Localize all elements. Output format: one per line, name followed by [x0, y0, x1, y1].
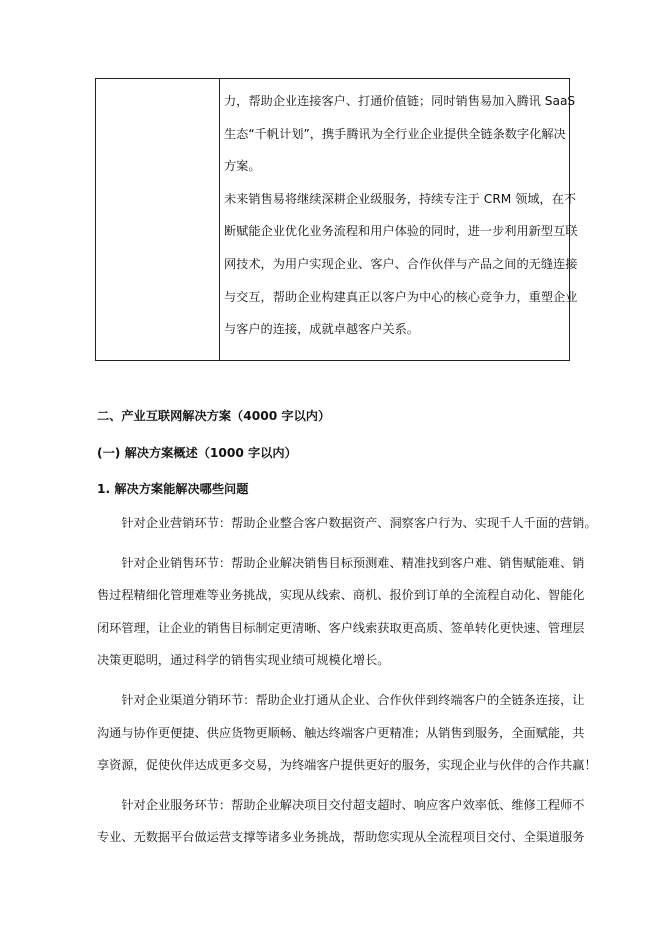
- paragraph-line: 专业、无数据平台做运营支撑等诸多业务挑战，帮助您实现从全流程项目交付、全渠道服务: [97, 830, 585, 845]
- item-heading: 1. 解决方案能解决哪些问题: [97, 482, 249, 496]
- table-cell-content: [224, 85, 578, 346]
- paragraph-line: 闭环管理，让企业的销售目标制定更清晰、客户线索获取更高质、签单转化更快速、管理层: [97, 620, 585, 635]
- paragraph-line: 决策更聪明，通过科学的销售实现业绩可规模化增长。: [97, 653, 390, 668]
- table-line: 生态“千帆计划”，携手腾讯为全行业企业提供全链条数字化解决: [224, 126, 566, 141]
- paragraph-line: 售过程精细化管理难等业务挑战，实现从线索、商机、报价到订单的全流程自动化、智能化: [97, 588, 585, 603]
- paragraph-line: 沟通与协作更便捷、供应货物更顺畅、触达终端客户更精准；从销售到服务，全面赋能，共: [97, 725, 585, 740]
- table-line: 与交互，帮助企业构建真正以客户为中心的核心竞争力，重塑企业: [224, 289, 578, 304]
- paragraph-line: 享资源，促使伙伴达成更多交易，为终端客户提供更好的服务，实现企业与伙伴的合作共赢！: [97, 758, 597, 773]
- table-line: 力，帮助企业连接客户、打通价值链；同时销售易加入腾讯 SaaS: [224, 94, 576, 108]
- section-heading: 二、产业互联网解决方案（4000 字以内）: [97, 409, 331, 423]
- table-line: 断赋能企业优化业务流程和用户体验的同时，进一步利用新型互联: [224, 224, 578, 239]
- paragraph-line: 针对企业服务环节：帮助企业解决项目交付超支超时、响应客户效率低、维修工程师不: [97, 797, 585, 812]
- table-line: 方案。: [224, 159, 261, 174]
- body-paragraphs: [97, 507, 597, 854]
- paragraph-line: 针对企业销售环节：帮助企业解决销售目标预测难、精准找到客户难、销售赋能难、销: [97, 555, 585, 570]
- paragraph-line: 针对企业渠道分销环节：帮助企业打通从企业、合作伙伴到终端客户的全链条连接，让: [97, 692, 585, 707]
- table-line: 与客户的连接，成就卓越客户关系。: [224, 322, 419, 337]
- table-column-divider: [219, 79, 220, 360]
- content-table: [95, 78, 578, 361]
- subsection-heading: (一) 解决方案概述（1000 字以内）: [97, 446, 297, 460]
- table-line: 网技术，为用户实现企业、客户、合作伙伴与产品之间的无缝连接: [224, 256, 578, 271]
- table-line: 未来销售易将继续深耕企业级服务，持续专注于 CRM 领域，在不: [224, 191, 577, 206]
- paragraph-line: 针对企业营销环节：帮助企业整合客户数据资产、洞察客户行为、实现千人千面的营销。: [97, 516, 597, 530]
